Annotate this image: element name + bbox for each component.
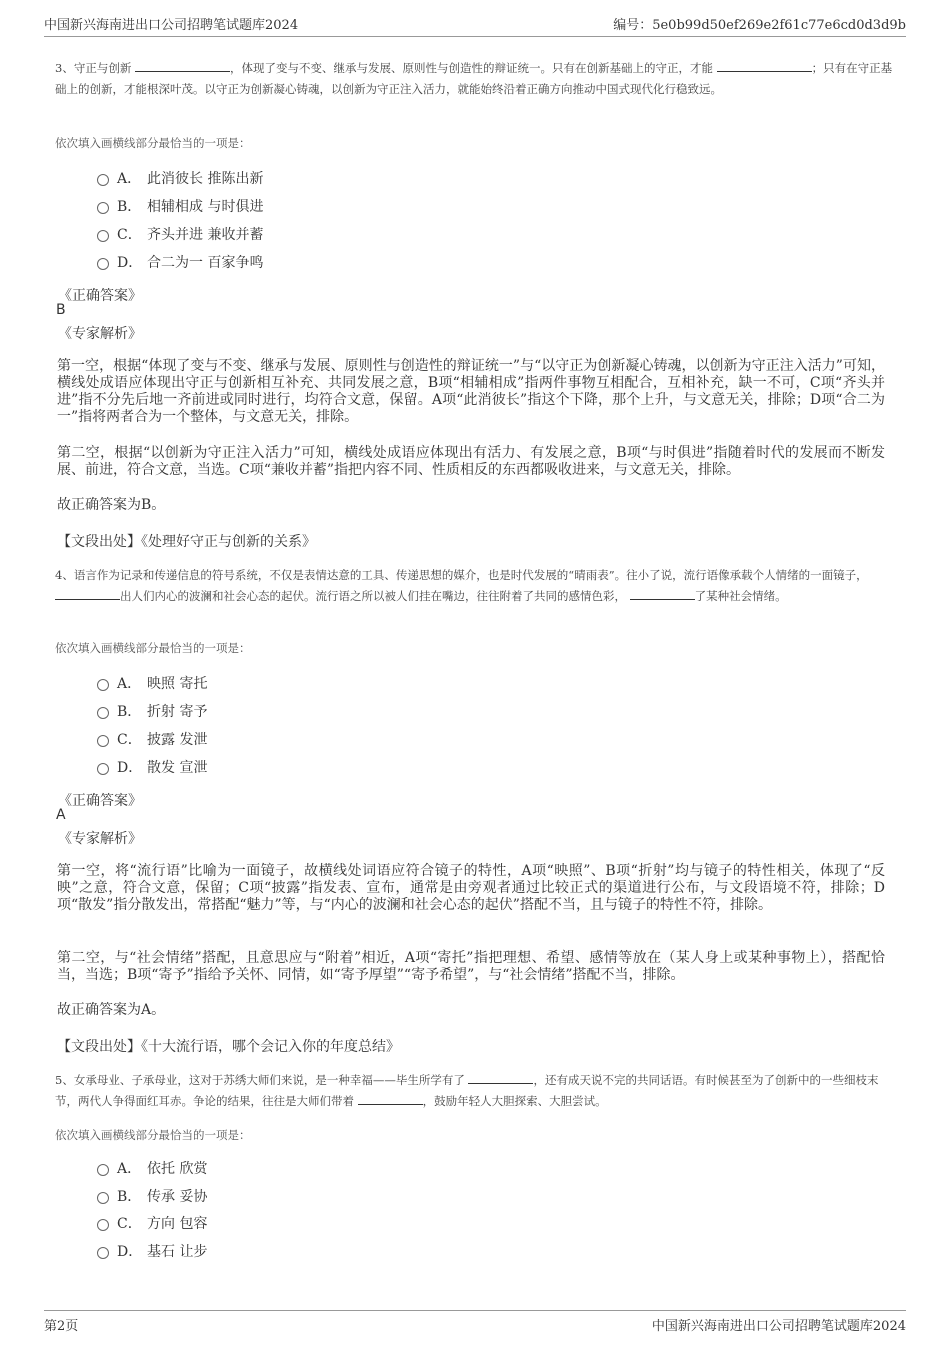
question-4-text-c: 了某种社会情绪。 [694, 589, 787, 603]
answer-heading: 《正确答案》 [58, 793, 142, 809]
question-3-text-a: 3、守正与创新 [55, 61, 132, 75]
radio-icon[interactable] [97, 174, 109, 186]
question-3-text-b: ，体现了变与不变、继承与发展、原则性与创造性的辩证统一。只有在创新基础上的守正，才能 [229, 61, 713, 75]
option-text: 方向 包容 [147, 1216, 208, 1232]
option-text: 齐头并进 兼收并蓄 [147, 227, 264, 243]
analysis-heading: 《专家解析》 [58, 326, 142, 342]
blank-2 [358, 1092, 423, 1105]
radio-icon[interactable] [97, 1219, 109, 1231]
option-text: 散发 宣泄 [147, 760, 208, 776]
option-label: D． [117, 255, 143, 271]
blank-1 [468, 1071, 533, 1084]
question-3-text-c: ；只有在守正基础上的创新，才能根深叶茂。以守正为创新凝心铸魂，以创新为守正注入活力，就能始终沿着正确方向推动中国式现代化行稳致远。 [55, 61, 893, 96]
radio-icon[interactable] [97, 1247, 109, 1259]
question-4-text-b: 出人们内心的波澜和社会心态的起伏。流行语之所以被人们挂在嘴边，往往附着了共同的感情色彩， [120, 589, 626, 603]
option-text: 基石 让步 [147, 1244, 208, 1260]
question-5-text-c: ，鼓励年轻人大胆探索、大胆尝试。 [422, 1094, 607, 1108]
radio-icon[interactable] [97, 1164, 109, 1176]
page-footer [44, 1310, 906, 1337]
option-label: B． [117, 199, 142, 215]
header-title: 中国新兴海南进出口公司招聘笔试题库2024 [44, 18, 299, 33]
radio-icon[interactable] [97, 1192, 109, 1204]
option-label: A． [117, 171, 142, 187]
analysis-paragraph: 第一空，根据“体现了变与不变、继承与发展、原则性与创造性的辩证统一”与“以守正为创新凝心铸魂，以创新为守正注入活力”可知，横线处成语应体现出守正与创新相互补充、共同发展之意，B项“相辅相成”指两件事物互相配合，互相补充，缺一不可，C项“齐头并进”指不分先后地一齐前进或同时进行，均符合文意，保留。A项“此消彼长”指这个下降，那个上升，与文意无关，排除；D项“合二为一”指将两者合为一个整体，与文意无关，排除。 [57, 358, 885, 425]
option-label: A． [117, 1161, 142, 1177]
option-label: B． [117, 704, 142, 720]
page-header [44, 10, 906, 37]
answer-value: B [56, 302, 66, 318]
option-label: C． [117, 1216, 142, 1232]
question-5-prompt: 依次填入画横线部分最恰当的一项是： [55, 1128, 251, 1142]
question-4-prompt: 依次填入画横线部分最恰当的一项是： [55, 641, 251, 655]
blank-1 [135, 59, 230, 72]
blank-1 [55, 587, 120, 600]
blank-2 [630, 587, 695, 600]
analysis-paragraph: 第二空，根据“以创新为守正注入活力”可知，横线处成语应体现出有活力、有发展之意，B项“与时俱进”指随着时代的发展而不断发展、前进，符合文意，当选。C项“兼收并蓄”指把内容不同、性质相反的东西都吸收进来，与文意无关，排除。 [57, 445, 885, 478]
radio-icon[interactable] [97, 707, 109, 719]
question-5-text-a: 5、女承母业、子承母业，这对于苏绣大师们来说，是一种幸福——毕生所学有了 [55, 1073, 465, 1087]
blank-2 [717, 59, 812, 72]
analysis-paragraph: 第二空，与“社会情绪”搭配，且意思应与“附着”相近，A项“寄托”指把理想、希望、感情等放在（某人身上或某种事物上），搭配恰当，当选；B项“寄予”指给予关怀、同情，如“寄予厚望”“寄予希望”，与“社会情绪”搭配不当，排除。 [57, 950, 885, 983]
question-5-text-b: ，还有成天说不完的共同话语。有时候甚至为了创新中的一些细枝末节，两代人争得面红耳赤。争论的结果，往往是大师们带着 [55, 1073, 879, 1108]
source-citation: 【文段出处】《处理好守正与创新的关系》 [57, 534, 316, 550]
option-text: 相辅相成 与时俱进 [147, 199, 264, 215]
option-label: C． [117, 732, 142, 748]
analysis-conclusion: 故正确答案为A。 [57, 1002, 166, 1018]
question-3-stem [55, 58, 895, 100]
option-text: 依托 欣赏 [147, 1161, 208, 1177]
analysis-conclusion: 故正确答案为B。 [57, 497, 166, 513]
option-text: 传承 妥协 [147, 1189, 208, 1205]
option-label: C． [117, 227, 142, 243]
radio-icon[interactable] [97, 735, 109, 747]
option-text: 折射 寄予 [147, 704, 208, 720]
answer-heading: 《正确答案》 [58, 288, 142, 304]
question-4-text-a: 4、语言作为记录和传递信息的符号系统，不仅是表情达意的工具、传递思想的媒介，也是时代发展的“晴雨表”。往小了说，流行语像承载个人情绪的一面镜子， [55, 568, 868, 582]
radio-icon[interactable] [97, 202, 109, 214]
analysis-paragraph: 第一空，将“流行语”比喻为一面镜子，故横线处词语应符合镜子的特性，A项“映照”、B项“折射”均与镜子的特性相关，体现了“反映”之意，符合文意，保留；C项“披露”指发表、宣布，通常是由旁观者通过比较正式的渠道进行公布，与文段语境不符，排除；D项“散发”指分散发出，常搭配“魅力”等，与“内心的波澜和社会心态的起伏”搭配不当，且与镜子的特性不符，排除。 [57, 863, 885, 913]
source-citation: 【文段出处】《十大流行语，哪个会记入你的年度总结》 [57, 1039, 400, 1055]
footer-title: 中国新兴海南进出口公司招聘笔试题库2024 [651, 1319, 906, 1334]
question-3-prompt: 依次填入画横线部分最恰当的一项是： [55, 136, 251, 150]
answer-value: A [56, 807, 66, 823]
option-text: 映照 寄托 [147, 676, 208, 692]
option-text: 披露 发泄 [147, 732, 208, 748]
question-5-stem [55, 1070, 895, 1112]
option-label: A． [117, 676, 142, 692]
radio-icon[interactable] [97, 230, 109, 242]
option-text: 合二为一 百家争鸣 [147, 255, 264, 271]
radio-icon[interactable] [97, 763, 109, 775]
radio-icon[interactable] [97, 258, 109, 270]
question-4-stem [55, 565, 895, 607]
option-label: D． [117, 1244, 143, 1260]
page-number: 第2页 [44, 1319, 79, 1334]
analysis-heading: 《专家解析》 [58, 831, 142, 847]
option-label: D． [117, 760, 143, 776]
header-doc-id: 编号：5e0b99d50ef269e2f61c77e6cd0d3d9b [613, 18, 906, 33]
radio-icon[interactable] [97, 679, 109, 691]
option-label: B． [117, 1189, 142, 1205]
option-text: 此消彼长 推陈出新 [147, 171, 264, 187]
